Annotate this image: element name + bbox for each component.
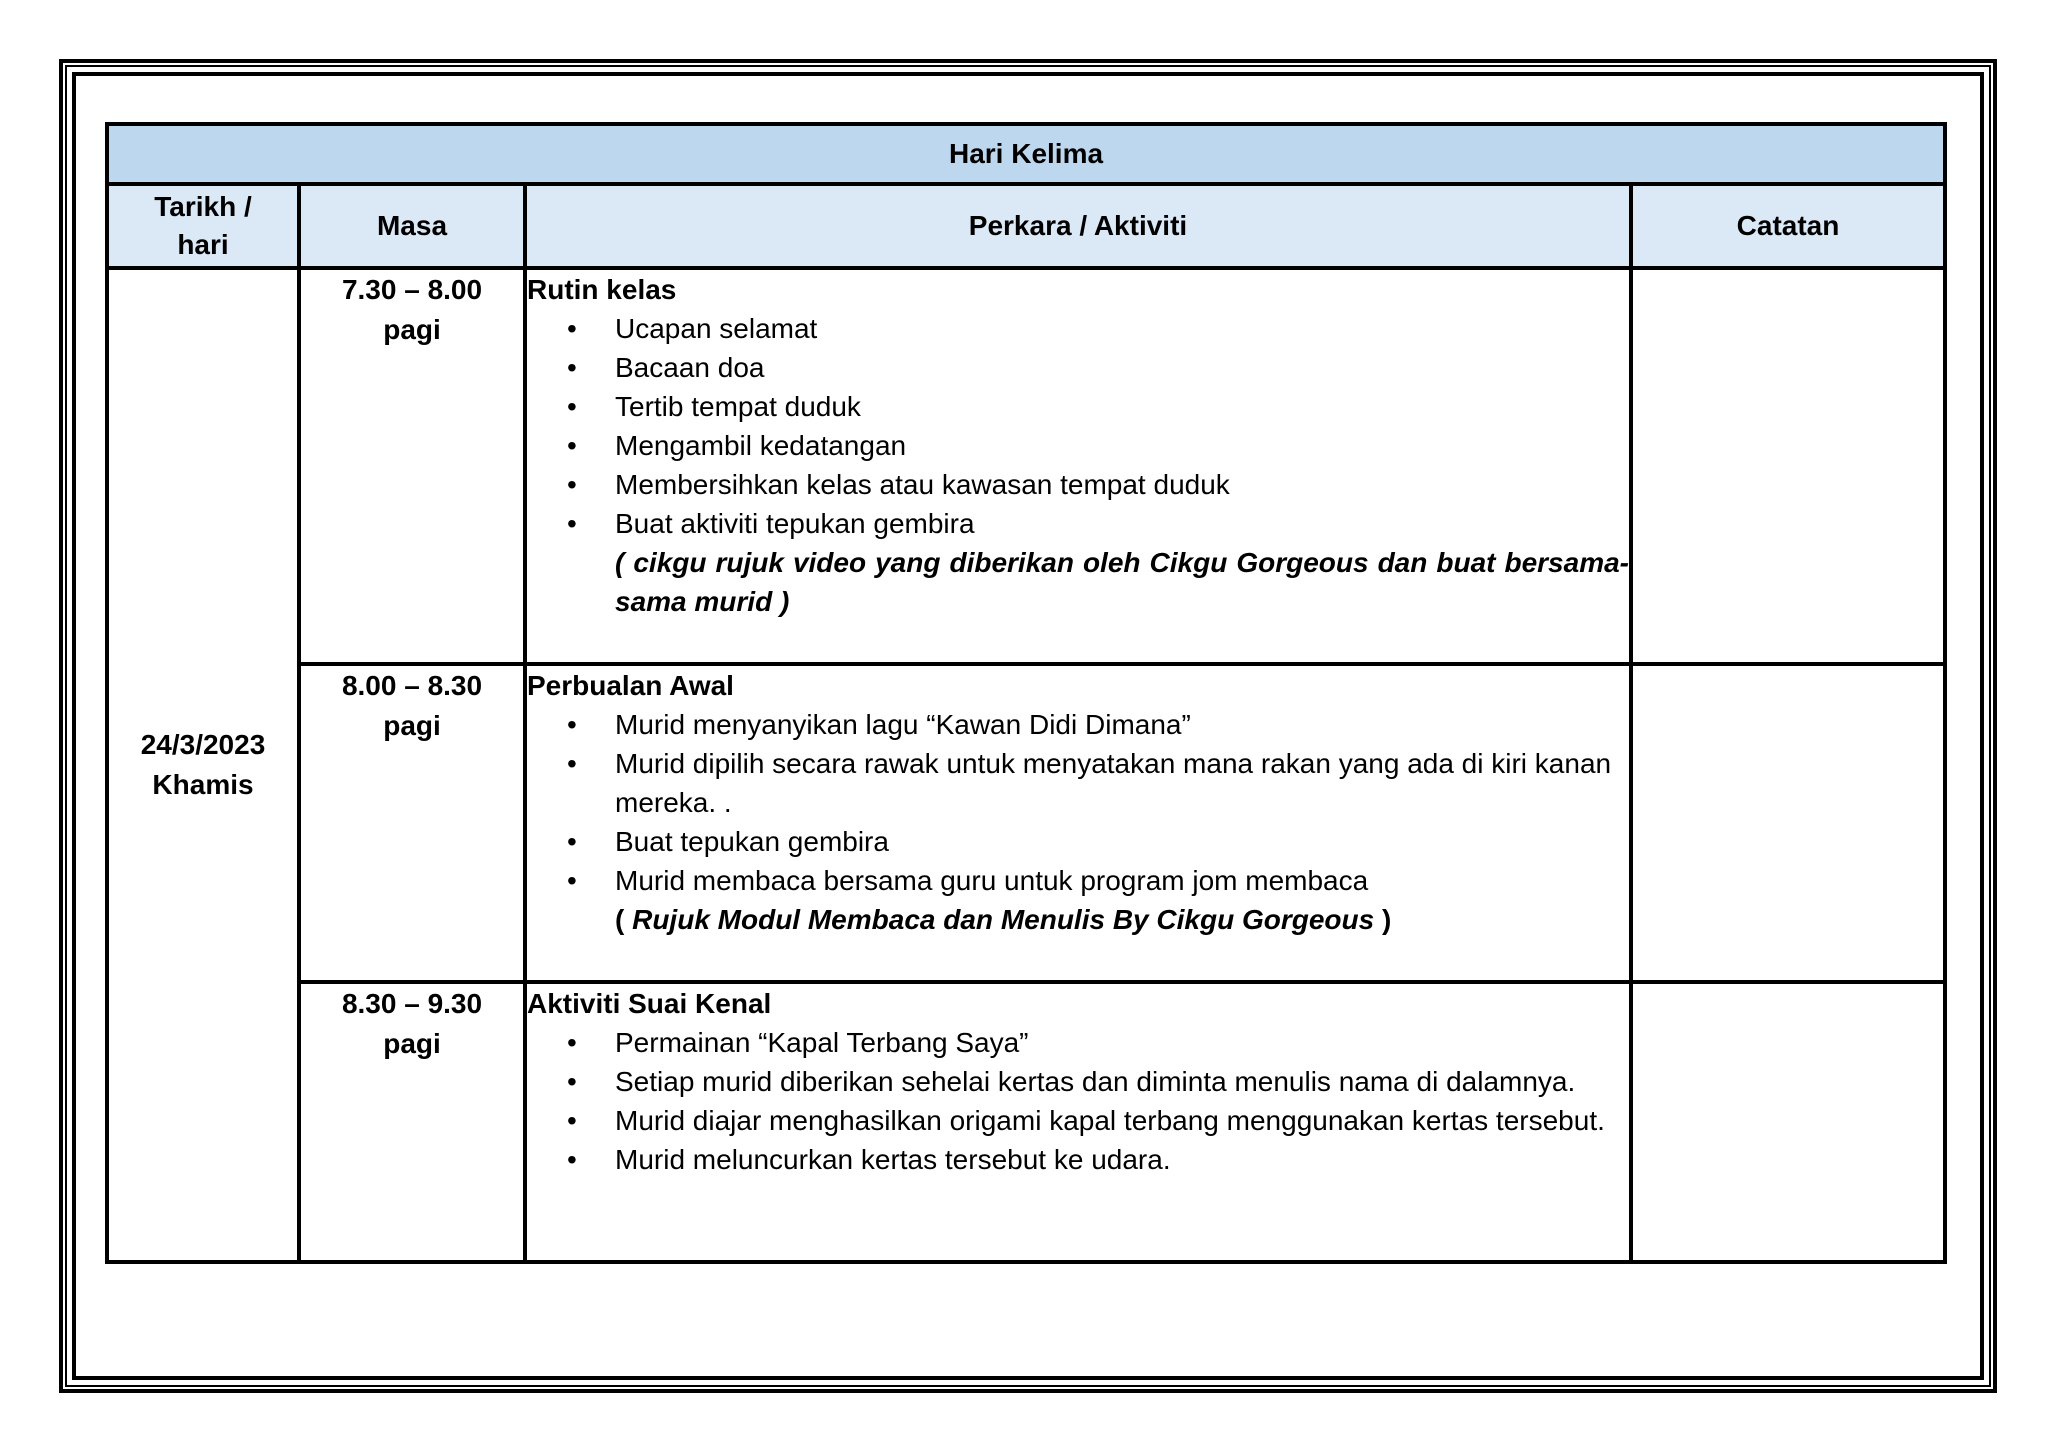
list-item: • Murid meluncurkan kertas tersebut ke udara. xyxy=(615,1140,1629,1179)
day-value: Khamis xyxy=(152,769,254,800)
note-open-paren: ( xyxy=(615,904,633,935)
table-row xyxy=(107,268,1945,664)
time-range: 7.30 – 8.00 xyxy=(341,274,483,305)
date-value: 24/3/2023 xyxy=(140,729,266,760)
list-item: • Setiap murid diberikan sehelai kertas dan diminta menulis nama di dalamnya. xyxy=(615,1062,1629,1101)
time-cell xyxy=(299,268,525,664)
activity-list xyxy=(527,705,1629,900)
header-catatan: Catatan xyxy=(1631,184,1945,268)
schedule-table xyxy=(105,122,1947,1264)
list-item: • Buat aktiviti tepukan gembira xyxy=(615,504,1629,543)
header-masa: Masa xyxy=(299,184,525,268)
title-row xyxy=(107,124,1945,184)
time-range: 8.30 – 9.30 xyxy=(341,988,483,1019)
note-close-paren: ) xyxy=(1374,904,1392,935)
catatan-cell xyxy=(1631,268,1945,664)
list-item: • Membersihkan kelas atau kawasan tempat duduk xyxy=(615,465,1629,504)
catatan-cell xyxy=(1631,664,1945,982)
list-item: • Murid diajar menghasilkan origami kapal terbang menggunakan kertas tersebut. xyxy=(615,1101,1629,1140)
list-item: • Murid menyanyikan lagu “Kawan Didi Dimana” xyxy=(615,705,1629,744)
time-cell xyxy=(299,982,525,1262)
list-item: • Mengambil kedatangan xyxy=(615,426,1629,465)
list-item: • Murid dipilih secara rawak untuk menyatakan mana rakan yang ada di kiri kanan mereka. . xyxy=(615,744,1629,822)
activity-note: ( cikgu rujuk video yang diberikan oleh Cikgu Gorgeous dan buat bersama-sama murid ) xyxy=(615,547,1629,617)
time-period: pagi xyxy=(383,710,441,741)
header-perkara: Perkara / Aktiviti xyxy=(525,184,1631,268)
catatan-cell xyxy=(1631,982,1945,1262)
list-item: • Permainan “Kapal Terbang Saya” xyxy=(615,1023,1629,1062)
list-item: • Bacaan doa xyxy=(615,348,1629,387)
table-row xyxy=(107,664,1945,982)
time-period: pagi xyxy=(383,314,441,345)
note-text: Rujuk Modul Membaca dan Menulis By Cikgu Gorgeous xyxy=(632,904,1375,935)
activity-title: Perbualan Awal xyxy=(527,670,734,701)
header-tarikh xyxy=(107,184,299,268)
header-tarikh-line1: Tarikh / xyxy=(154,191,252,222)
list-item: • Buat tepukan gembira xyxy=(615,822,1629,861)
date-cell xyxy=(107,268,299,1262)
table-title: Hari Kelima xyxy=(107,124,1945,184)
time-cell xyxy=(299,664,525,982)
list-item: • Ucapan selamat xyxy=(615,309,1629,348)
activity-cell xyxy=(525,982,1631,1262)
list-item: • Murid membaca bersama guru untuk program jom membaca xyxy=(615,861,1629,900)
activity-cell xyxy=(525,664,1631,982)
activity-cell xyxy=(525,268,1631,664)
activity-list xyxy=(527,309,1629,543)
time-period: pagi xyxy=(383,1028,441,1059)
activity-title: Aktiviti Suai Kenal xyxy=(527,988,772,1019)
time-range: 8.00 – 8.30 xyxy=(341,670,483,701)
header-tarikh-line2: hari xyxy=(177,229,229,260)
activity-note xyxy=(615,900,1629,939)
activity-title: Rutin kelas xyxy=(527,274,677,305)
list-item: • Tertib tempat duduk xyxy=(615,387,1629,426)
header-row xyxy=(107,184,1945,268)
table-row xyxy=(107,982,1945,1262)
activity-list xyxy=(527,1023,1629,1179)
